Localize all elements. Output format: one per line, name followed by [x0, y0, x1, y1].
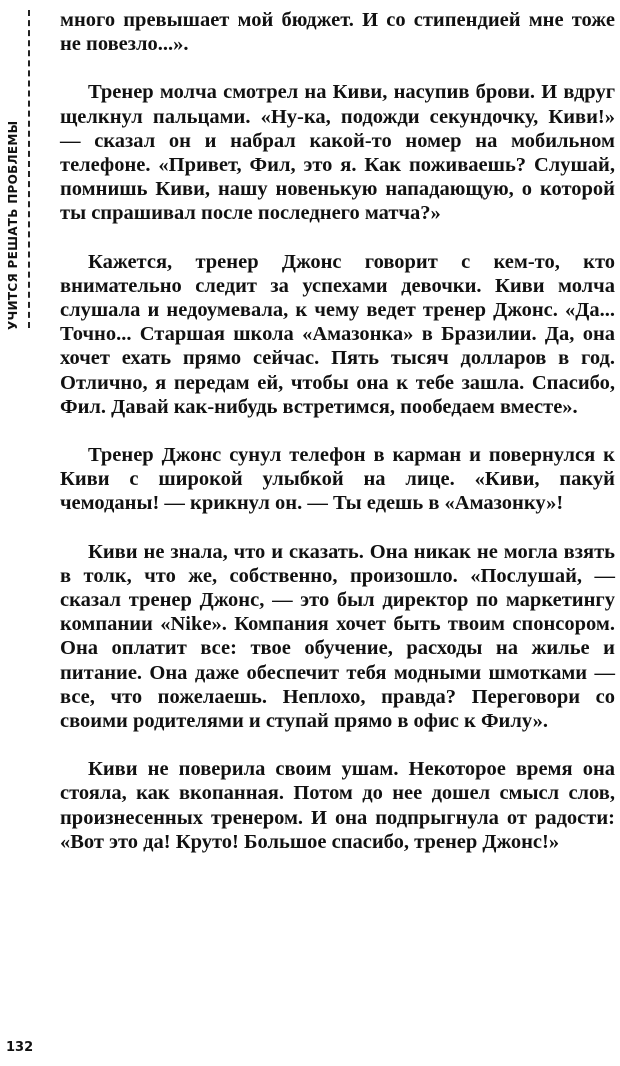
paragraph: Киви не знала, что и сказать. Она никак не могла взять в толк, что же, собственно, произошло. «Послушай, — сказал тренер Джонс, — это был директор по маркетингу компании «Nike». Компания хочет быть твоим спонсором. Она оплатит все: твое обучение, расходы на жилье и питание. Она даже обеспечит тебя модными шмотками — все, что пожелаешь. Неплохо, правда? Переговори со своими родителями и ступай прямо в офис к Филу».	[60, 540, 615, 733]
page-number: 132	[6, 1040, 34, 1055]
body-text	[60, 8, 615, 878]
paragraph: Тренер молча смотрел на Киви, насупив брови. И вдруг щелкнул пальцами. «Ну-ка, подожди секундочку, Киви!» — сказал он и набрал какой-то номер на мобильном телефоне. «Привет, Фил, это я. Как поживаешь? Слушай, помнишь Киви, нашу новенькую нападающую, о которой ты спрашивал после последнего матча?»	[60, 81, 615, 225]
paragraph: Киви не поверила своим ушам. Некоторое время она стояла, как вкопанная. Потом до нее дошел смысл слов, произнесенных тренером. И она подпрыгнула от радости: «Вот это да! Круто! Большое спасибо, тренер Джонс!»	[60, 758, 615, 853]
paragraph: Тренер Джонс сунул телефон в карман и повернулся к Киви с широкой улыбкой на лице. «Киви, пакуй чемоданы! — крикнул он. — Ты едешь в «Амазонку»!	[60, 444, 615, 515]
running-head-divider	[28, 10, 30, 328]
paragraph: Кажется, тренер Джонс говорит с кем-то, кто внимательно следит за успехами девочки. Киви молча слушала и недоумевала, к чему ведет тренер Джонс. «Да... Точно... Старшая школа «Амазонка» в Бразилии. Да, она хочет ехать прямо сейчас. Пять тысяч долларов в год. Отлично, я передам ей, чтобы она к тебе зашла. Спасибо, Фил. Давай как-нибудь встретимся, пообедаем вместе».	[60, 250, 615, 418]
running-head: УЧИТСЯ РЕШАТЬ ПРОБЛЕМЫ	[6, 120, 20, 330]
paragraph: много превышает мой бюджет. И со стипендией мне тоже не повезло...».	[60, 9, 615, 56]
